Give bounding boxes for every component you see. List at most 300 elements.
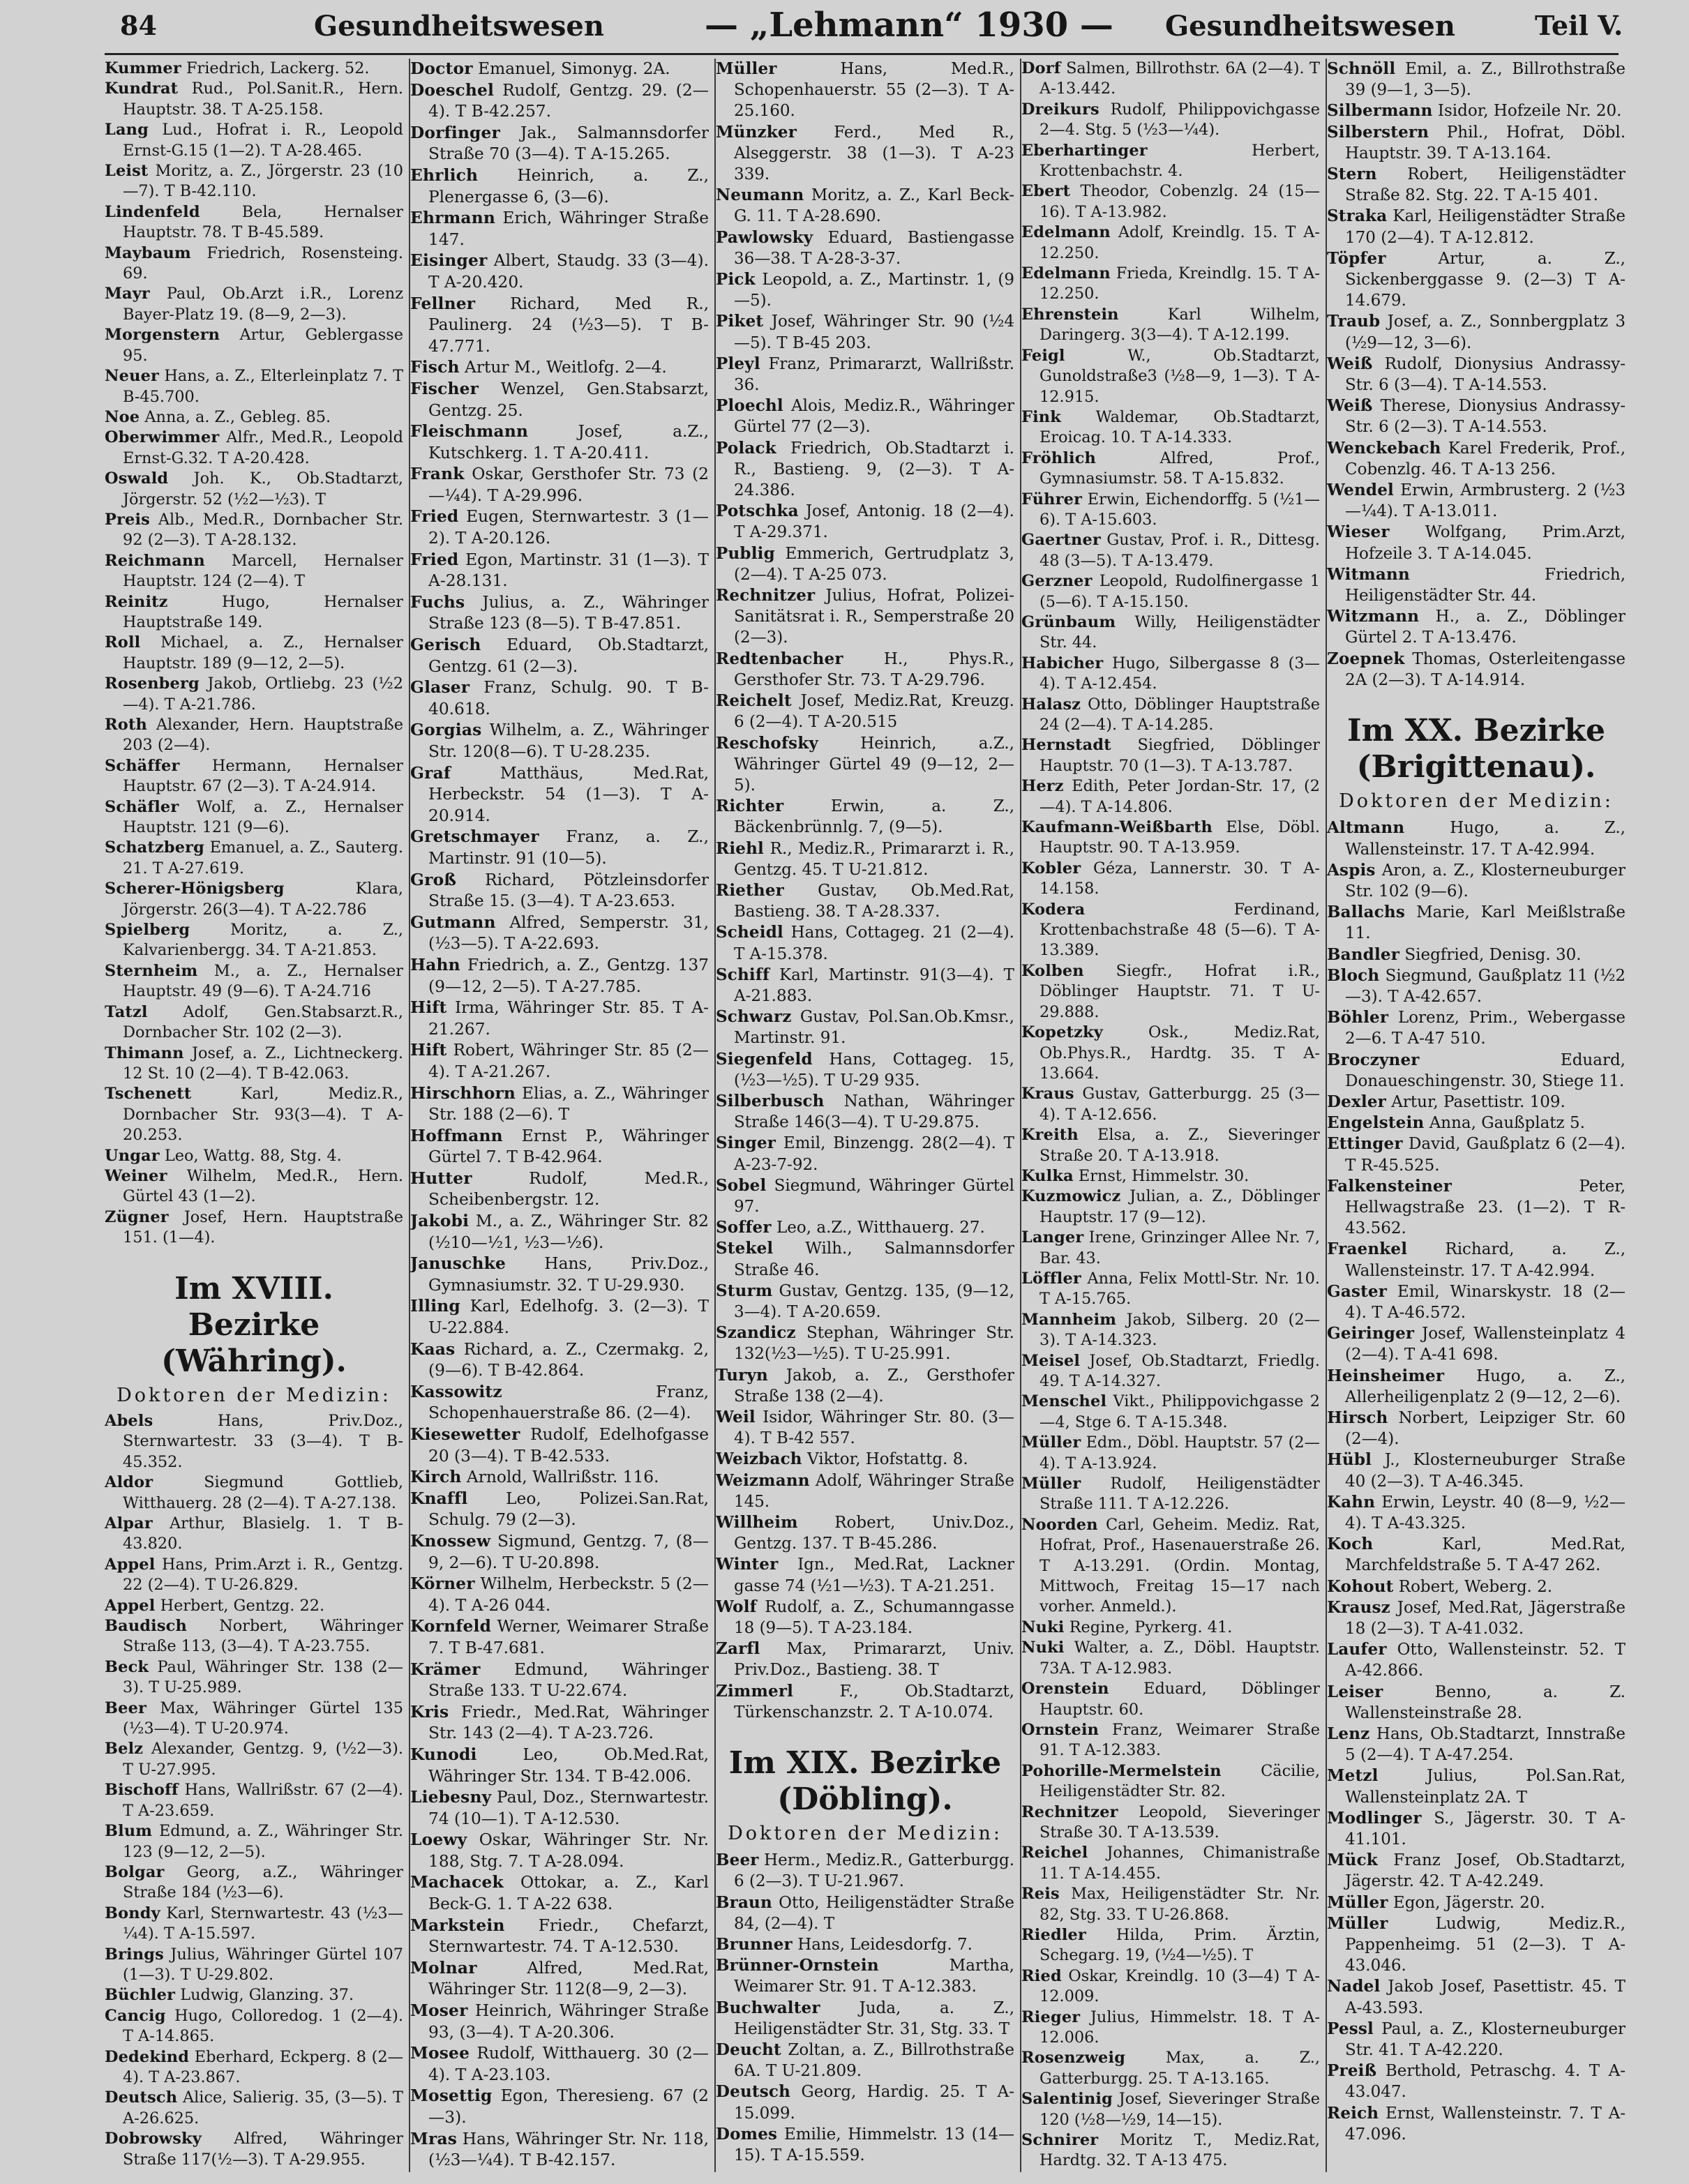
directory-entry xyxy=(1021,1166,1320,1187)
entry-name: Appel xyxy=(105,1555,156,1574)
directory-entry xyxy=(1021,1720,1320,1761)
entry-details: Rudolf, Witthauerg. 30 (2—4). T A-23.103. xyxy=(428,2044,709,2084)
directory-entry xyxy=(410,1745,709,1787)
entry-name: Noorden xyxy=(1021,1515,1098,1534)
entry-name: Gretschmayer xyxy=(410,827,539,847)
header-center-title: — „Lehmann“ 1930 — xyxy=(705,6,1113,45)
entry-details: Klara, Jörgerstr. 26(3—4). T A-22.786 xyxy=(123,880,403,919)
entry-details: Wenzel, Gen.Stabsarzt, Gentzg. 25. xyxy=(428,379,709,420)
entry-details: Karl, Mediz.R., Dornbacher Str. 93(3—4). T A-20.253. xyxy=(123,1085,403,1145)
entry-name: Kaas xyxy=(410,1339,456,1359)
entry-name: Ploechl xyxy=(716,396,783,416)
directory-entry xyxy=(410,763,709,827)
directory-entry xyxy=(1021,305,1320,346)
directory-entry xyxy=(105,961,403,1002)
entry-details: Paul, a. Z., Klosterneuburger Str. 41. T A-42.220. xyxy=(1345,2019,1626,2060)
entry-details: Leo, Polizei.San.Rat, Schulg. 79 (2—3). xyxy=(428,1489,709,1530)
entry-name: Heinsheimer xyxy=(1327,1366,1445,1385)
entry-details: Waldemar, Ob.Stadtarzt, Eroicag. 10. T A-14.333. xyxy=(1039,407,1320,447)
entry-name: Ebert xyxy=(1021,182,1071,201)
directory-entry xyxy=(1021,223,1320,264)
entry-name: Müller xyxy=(1327,1892,1388,1912)
entry-name: Preis xyxy=(105,510,150,529)
entry-details: Berthold, Petraschg. 4. T A-43.047. xyxy=(1345,2062,1626,2102)
entry-details: Artur, Pasettistr. 109. xyxy=(1391,1092,1566,1111)
directory-entry xyxy=(410,59,709,80)
entry-name: Abels xyxy=(105,1411,153,1430)
directory-entry xyxy=(716,796,1014,838)
directory-entry xyxy=(105,1207,403,1249)
entry-details: W., Ob.Stadtarzt, Gunoldstraße3 (½8—9, 1—3). T A-12.915. xyxy=(1039,346,1320,406)
entry-details: Josef, Wallensteinplatz 4 (2—4). T A-41 698. xyxy=(1345,1325,1626,1364)
entry-name: Weiß xyxy=(1327,354,1373,373)
entry-details: Eduard, Donaueschingenstr. 30, Stiege 11. xyxy=(1345,1050,1626,1090)
directory-entry xyxy=(410,250,709,293)
entry-name: Singer xyxy=(716,1134,776,1153)
directory-entry xyxy=(410,827,709,869)
directory-entry xyxy=(1021,1474,1320,1515)
entry-name: Soffer xyxy=(716,1218,772,1237)
entry-details: Heinrich, Währinger Straße 93, (3—4). T A-20.306. xyxy=(428,2001,709,2042)
directory-entry xyxy=(1327,860,1626,902)
entry-name: Bischoff xyxy=(105,1781,179,1800)
directory-entry xyxy=(410,165,709,208)
district-subheading: Doktoren der Medizin: xyxy=(1339,790,1614,813)
directory-entry xyxy=(716,1955,1014,1997)
directory-entry xyxy=(410,1574,709,1616)
entry-details: Ernst, Himmelstr. 30. xyxy=(1078,1166,1249,1185)
column-3 xyxy=(716,59,1014,2179)
entry-name: Müller xyxy=(1021,1433,1081,1452)
directory-entry xyxy=(1021,1843,1320,1884)
directory-entry xyxy=(1327,206,1626,248)
directory-entry xyxy=(1021,1638,1320,1679)
entry-details: Rudolf, Edelhofgasse 20 (3—4). T B-42.533. xyxy=(428,1425,709,1466)
entry-name: Schäffer xyxy=(105,756,180,775)
entry-name: Weizmann xyxy=(716,1470,810,1490)
header-part-label: Teil V. xyxy=(1535,10,1623,41)
directory-entry xyxy=(1327,354,1626,396)
entry-name: Bandler xyxy=(1327,944,1400,964)
entry-name: Dreikurs xyxy=(1021,100,1099,119)
entry-details: Hans, a. Z., Elterleinplatz 7. T B-45.700. xyxy=(123,367,403,406)
entry-details: Max, Währinger Gürtel 135 (½3—4). T U-20.974. xyxy=(123,1699,403,1738)
directory-entry xyxy=(105,1084,403,1145)
entry-details: Josef, Hern. Hauptstraße 151. (1—4). xyxy=(123,1207,403,1247)
entry-name: Wenckebach xyxy=(1327,438,1441,458)
entry-name: Bondy xyxy=(105,1904,160,1922)
entry-details: H., Phys.R., Gersthofer Str. 73. T A-29.796. xyxy=(734,649,1014,689)
entry-name: Metzl xyxy=(1327,1766,1379,1786)
entry-details: Moritz, a. Z., Kalvarienbergg. 34. T A-21.853. xyxy=(123,921,403,960)
entry-details: Juda, a. Z., Heiligenstädter Str. 31, Stg. 33. T xyxy=(734,1998,1014,2038)
entry-name: Ettinger xyxy=(1327,1134,1403,1154)
entry-details: Hans, Wallrißstr. 67 (2—4). T A-23.659. xyxy=(123,1781,403,1820)
entry-details: Sigmund, Gentzg. 7, (8—9, 2—6). T U-20.898. xyxy=(428,1531,709,1572)
entry-name: Sturm xyxy=(716,1281,773,1300)
entry-name: Aspis xyxy=(1327,860,1376,880)
entry-details: Adolf, Gen.Stabsarzt.R., Dornbacher Str. 102 (2—3). xyxy=(123,1002,403,1042)
directory-entry xyxy=(1021,1966,1320,2008)
directory-entry xyxy=(1021,776,1320,818)
directory-entry xyxy=(716,1049,1014,1091)
entry-name: Führer xyxy=(1021,490,1083,509)
entry-details: Eduard, Bastiengasse 36—38. T A-28-3-37. xyxy=(734,228,1014,268)
entry-details: Gustav, Gatterburgg. 25 (3—4). T A-12.656. xyxy=(1039,1085,1320,1124)
entry-details: Theodor, Cobenzlg. 24 (15—16). T A-13.982. xyxy=(1039,182,1320,221)
entry-details: S., Jägerstr. 30. T A-41.101. xyxy=(1345,1809,1626,1849)
entry-name: Hift xyxy=(410,1041,447,1060)
directory-entry xyxy=(410,506,709,549)
directory-entry xyxy=(105,1146,403,1166)
entry-name: Thimann xyxy=(105,1044,184,1062)
entry-name: Hift xyxy=(410,998,447,1018)
entry-details: Egon, Theresieng. 67 (2—3). xyxy=(428,2086,709,2127)
entry-details: Adolf, Kreindlg. 15. T A-12.250. xyxy=(1039,223,1320,262)
entry-details: Martha, Weimarer Str. 91. T A-12.383. xyxy=(734,1957,1014,1996)
entry-details: Oskar, Gersthofer Str. 73 (2—¼4). T A-29.996. xyxy=(428,465,709,505)
directory-entry xyxy=(1021,1433,1320,1474)
entry-name: Stern xyxy=(1327,165,1377,184)
entry-name: Molnar xyxy=(410,1958,477,1978)
header-right-title: Gesundheitswesen xyxy=(1165,10,1455,43)
directory-entry xyxy=(105,1739,403,1780)
entry-name: Braun xyxy=(716,1892,772,1912)
entry-name: Witmann xyxy=(1327,564,1410,584)
entry-name: Kopetzky xyxy=(1021,1023,1103,1042)
directory-entry xyxy=(1327,1092,1626,1113)
directory-entry xyxy=(716,691,1014,732)
directory-entry xyxy=(410,1339,709,1382)
entry-details: Irma, Währinger Str. 85. T A-21.267. xyxy=(428,998,709,1039)
directory-entry xyxy=(105,428,403,469)
directory-entry xyxy=(410,1616,709,1659)
entry-details: Hans, Währinger Str. Nr. 118, (½3—¼4). T B-42.157. xyxy=(428,2129,709,2170)
directory-entry xyxy=(410,2129,709,2171)
directory-entry xyxy=(716,1323,1014,1364)
directory-entry xyxy=(1021,961,1320,1023)
directory-entry xyxy=(716,1133,1014,1175)
entry-name: Ehrmann xyxy=(410,209,495,228)
entry-name: Langer xyxy=(1021,1228,1084,1247)
entry-name: Salentinig xyxy=(1021,2090,1113,2109)
directory-entry xyxy=(1327,164,1626,206)
entry-details: Rudolf, Heiligenstädter Straße 111. T A-12.226. xyxy=(1039,1475,1320,1514)
entry-details: Richard, a. Z., Czermakg. 2, (9—6). T B-42.864. xyxy=(428,1339,709,1380)
entry-name: Rechnitzer xyxy=(1021,1802,1118,1821)
directory-entry xyxy=(716,122,1014,186)
directory-entry xyxy=(1021,1187,1320,1228)
entry-name: Wieser xyxy=(1327,522,1390,542)
entry-details: Heinrich, a.Z., Währinger Gürtel 49 (9—12, 2—5). xyxy=(734,734,1014,794)
entry-name: Fried xyxy=(410,507,459,527)
entry-details: Johannes, Chimanistraße 11. T A-14.455. xyxy=(1039,1844,1320,1883)
directory-entry xyxy=(716,1850,1014,1892)
district-heading: Im XX. Bezirke (Brigittenau). xyxy=(1347,713,1605,785)
entry-details: Rudolf, a. Z., Schumanngasse 18 (9—5). T A-23.184. xyxy=(734,1597,1014,1638)
entry-name: Buchwalter xyxy=(716,1998,820,2017)
entry-details: Siegfried, Denisg. 30. xyxy=(1404,945,1582,964)
column-2 xyxy=(410,59,709,2179)
directory-entry xyxy=(105,674,403,715)
directory-entry xyxy=(105,1985,403,2005)
entry-details: Rudolf, Gentzg. 29. (2—4). T B-42.257. xyxy=(428,80,709,121)
directory-entry xyxy=(105,920,403,961)
column-4 xyxy=(1021,59,1320,2179)
entry-details: Alfred, Semperstr. 31, (½3—5). T A-22.693. xyxy=(428,912,709,954)
entry-name: Kornfeld xyxy=(410,1617,492,1636)
entry-details: Jakob, a. Z., Gersthofer Straße 138 (2—4). xyxy=(734,1366,1014,1406)
directory-entry xyxy=(410,1168,709,1211)
directory-entry xyxy=(1021,1125,1320,1166)
directory-entry xyxy=(410,1126,709,1168)
district-subheading: Doktoren der Medizin: xyxy=(728,1823,1003,1845)
directory-entry xyxy=(105,2047,403,2088)
entry-name: Müller xyxy=(1327,1913,1388,1933)
entry-details: Robert, Weberg. 2. xyxy=(1398,1577,1553,1596)
entry-details: Erwin, a. Z., Bäckenbrünnlg. 7, (9—5). xyxy=(734,797,1014,837)
entry-name: Kiesewetter xyxy=(410,1425,520,1444)
directory-entry xyxy=(1327,1408,1626,1449)
directory-entry xyxy=(410,720,709,762)
entry-details: Hilda, Prim. Ärztin, Schegarg. 19, (½4—½5). T xyxy=(1039,1925,1320,1965)
entry-name: Feigl xyxy=(1021,346,1065,365)
entry-details: Hans, Leidesdorfg. 7. xyxy=(797,1936,973,1955)
entry-details: Wilhelm, Med.R., Hern. Gürtel 43 (1—2). xyxy=(123,1166,403,1206)
entry-name: Schiff xyxy=(716,965,770,984)
entry-name: Kaufmann-Weißbarth xyxy=(1021,818,1213,837)
entry-details: Werner, Weimarer Straße 7. T B-47.681. xyxy=(428,1617,709,1657)
entry-details: Leopold, Sieveringer Straße 30. T A-13.539. xyxy=(1039,1802,1320,1842)
directory-entry xyxy=(1327,480,1626,522)
entry-details: Josef, Antonig. 18 (2—4). T A-29.371. xyxy=(734,502,1014,542)
entry-name: Szandicz xyxy=(716,1323,796,1343)
directory-entry xyxy=(1327,1134,1626,1175)
directory-entry xyxy=(410,1382,709,1424)
directory-entry xyxy=(105,243,403,285)
page-header xyxy=(105,4,1623,53)
directory-entry xyxy=(1327,1239,1626,1281)
entry-name: Kreith xyxy=(1021,1126,1079,1145)
entry-details: Bela, Hernalser Hauptstr. 78. T B-45.589. xyxy=(123,202,403,242)
entry-details: Ferd., Med R., Alseggerstr. 38 (1—3). T A-23 339. xyxy=(734,123,1014,184)
entry-details: Rudolf, Med.R., Scheibenbergstr. 12. xyxy=(428,1168,709,1210)
entry-name: Preiß xyxy=(1327,2061,1377,2081)
entry-details: Edmund, a. Z., Währinger Str. 123 (9—12, 2—5). xyxy=(123,1822,403,1861)
entry-details: Lorenz, Prim., Webergasse 2—6. T A-47 510. xyxy=(1345,1009,1626,1048)
directory-entry xyxy=(716,396,1014,437)
entry-name: Kobler xyxy=(1021,859,1081,878)
entry-name: Graf xyxy=(410,763,451,783)
directory-entry xyxy=(105,2088,403,2129)
directory-entry xyxy=(105,1473,403,1514)
entry-details: Joh. K., Ob.Stadtarzt, Jörgerstr. 52 (½2—½3). T xyxy=(123,469,403,509)
directory-entry xyxy=(105,1657,403,1699)
entry-details: Alfr., Med.R., Leopold Ernst-G.32. T A-20.428. xyxy=(123,428,403,467)
entry-name: Fröhlich xyxy=(1021,449,1097,467)
entry-details: Josef, a.Z., Kutschkerg. 1. T A-20.411. xyxy=(428,422,709,462)
entry-name: Kunodi xyxy=(410,1745,477,1764)
entry-name: Beer xyxy=(105,1699,147,1717)
entry-name: Zarfl xyxy=(716,1639,760,1659)
directory-entry xyxy=(410,123,709,165)
directory-entry xyxy=(1327,1534,1626,1576)
entry-name: Reinitz xyxy=(105,592,168,611)
entry-name: Halasz xyxy=(1021,695,1081,714)
entry-name: Oberwimmer xyxy=(105,428,220,447)
entry-details: Arnold, Wallrißstr. 116. xyxy=(466,1468,659,1487)
entry-name: Kris xyxy=(410,1702,449,1722)
directory-entry xyxy=(410,1211,709,1253)
entry-name: Oswald xyxy=(105,469,169,488)
entry-name: Roth xyxy=(105,716,147,734)
directory-entry xyxy=(1021,695,1320,736)
entry-name: Schnirer xyxy=(1021,2131,1099,2150)
directory-entry xyxy=(716,1470,1014,1512)
directory-entry xyxy=(1021,2008,1320,2049)
entry-name: Baudisch xyxy=(105,1617,187,1636)
directory-entry xyxy=(1327,1765,1626,1807)
directory-entry xyxy=(105,1821,403,1862)
directory-entry xyxy=(105,756,403,797)
directory-entry xyxy=(105,59,403,79)
directory-entry xyxy=(716,269,1014,311)
directory-entry xyxy=(1327,311,1626,353)
entry-name: Brünner-Ornstein xyxy=(716,1956,879,1975)
entry-name: Fisch xyxy=(410,358,460,377)
directory-entry xyxy=(410,357,709,379)
directory-entry xyxy=(1021,654,1320,695)
entry-details: Hugo, Hernalser Hauptstraße 149. xyxy=(123,592,403,631)
district-subheading: Doktoren der Medizin: xyxy=(117,1384,391,1406)
entry-details: Walter, a. Z., Döbl. Hauptstr. 73A. T A-12.983. xyxy=(1039,1639,1320,1678)
entry-details: Emil, Binzengg. 28(2—4). T A-23-7-92. xyxy=(734,1134,1014,1174)
entry-details: Jakob, Silberg. 20 (2—3). T A-14.323. xyxy=(1039,1310,1320,1350)
entry-name: Zimmerl xyxy=(716,1681,794,1701)
directory-entry xyxy=(105,1002,403,1044)
entry-name: Doeschel xyxy=(410,80,495,100)
entry-name: Roll xyxy=(105,633,141,652)
directory-entry xyxy=(105,1616,403,1657)
header-left-title: Gesundheitswesen xyxy=(314,10,604,43)
directory-entry xyxy=(105,1596,403,1616)
entry-name: Januschke xyxy=(410,1254,506,1274)
entry-details: Hugo, Colloredog. 1 (2—4). T A-14.865. xyxy=(123,2006,403,2046)
entry-details: Peter, Hellwagstraße 23. (1—2). T R-43.562. xyxy=(1345,1177,1626,1238)
entry-name: Körner xyxy=(410,1574,475,1594)
entry-details: Wilhelm, a. Z., Währinger Str. 120(8—6). T U-28.235. xyxy=(428,721,709,761)
entry-name: Pleyl xyxy=(716,354,760,373)
directory-entry xyxy=(716,1217,1014,1238)
entry-name: Kundrat xyxy=(105,80,179,98)
entry-details: Franz, Schulg. 90. T B-40.618. xyxy=(428,678,709,718)
directory-entry xyxy=(1327,122,1626,164)
directory-entry xyxy=(716,354,1014,396)
entry-name: Richter xyxy=(716,797,784,816)
directory-entry xyxy=(716,1934,1014,1955)
entry-name: Bloch xyxy=(1327,965,1380,985)
entry-details: Gustav, Pol.San.Ob.Kmsr., Martinstr. 91. xyxy=(734,1008,1014,1048)
entry-name: Reichelt xyxy=(716,691,792,711)
entry-name: Reis xyxy=(1021,1885,1060,1904)
directory-entry xyxy=(1327,965,1626,1007)
directory-entry xyxy=(105,284,403,325)
entry-details: Karl, Martinstr. 91(3—4). T A-21.883. xyxy=(734,965,1014,1005)
entry-details: Viktor, Hofstattg. 8. xyxy=(807,1450,968,1469)
entry-details: David, Gaußplatz 6 (2—4). T R-45.525. xyxy=(1345,1135,1626,1175)
entry-name: Ungar xyxy=(105,1146,160,1165)
directory-entry xyxy=(1021,1228,1320,1269)
directory-entry xyxy=(410,1830,709,1872)
directory-entry xyxy=(1327,1449,1626,1491)
entry-name: Mück xyxy=(1327,1851,1378,1870)
district-heading: Im XIX. Bezirke (Döbling). xyxy=(728,1745,1002,1818)
directory-entry xyxy=(716,185,1014,227)
entry-details: Artur M., Weitlofg. 2—4. xyxy=(465,358,667,377)
entry-details: Leopold, a. Z., Martinstr. 1, (9—5). xyxy=(734,271,1014,310)
entry-name: Loewy xyxy=(410,1830,467,1850)
entry-details: Richard, a. Z., Wallensteinstr. 17. T A-42.994. xyxy=(1345,1240,1626,1280)
directory-entry xyxy=(716,1281,1014,1323)
directory-entry xyxy=(410,421,709,464)
directory-entry xyxy=(1327,1724,1626,1765)
directory-entry xyxy=(105,551,403,592)
directory-entry xyxy=(1327,2103,1626,2145)
entry-name: Büchler xyxy=(105,1986,176,2005)
entry-name: Meisel xyxy=(1021,1351,1081,1370)
directory-entry xyxy=(105,633,403,674)
entry-name: Herz xyxy=(1021,777,1064,796)
entry-details: Anna, Gaußplatz 5. xyxy=(1429,1114,1585,1133)
directory-entry xyxy=(716,59,1014,122)
directory-entry xyxy=(410,379,709,421)
directory-entry xyxy=(1021,141,1320,182)
entry-name: Spielberg xyxy=(105,921,190,940)
entry-name: Belz xyxy=(105,1740,144,1759)
entry-details: Wilh., Salmannsdorfer Straße 46. xyxy=(734,1240,1014,1279)
entry-details: Benno, a. Z. Wallensteinstraße 28. xyxy=(1345,1682,1626,1722)
entry-details: Elias, a. Z., Währinger Str. 188 (2—6). T xyxy=(428,1083,709,1124)
entry-name: Rechnitzer xyxy=(716,586,816,605)
entry-details: Friedr., Chefarzt, Sternwartestr. 74. T A-12.530. xyxy=(428,1915,709,1957)
entry-details: Egon, Martinstr. 31 (1—3). T A-28.131. xyxy=(428,550,709,591)
directory-entry xyxy=(1327,902,1626,944)
entry-details: Edmund, Währinger Straße 133. T U-22.674. xyxy=(428,1659,709,1701)
entry-details: Thomas, Osterleitengasse 2A (2—3). T A-14.914. xyxy=(1345,649,1626,689)
directory-entry xyxy=(105,1699,403,1740)
directory-entry xyxy=(1021,571,1320,612)
entry-name: Publig xyxy=(716,543,775,563)
entry-details: Oskar, Währinger Str. Nr. 188, Stg. 7. T A-28.094. xyxy=(428,1830,709,1871)
entry-details: Emil, a. Z., Billrothstraße 39 (9—1, 3—5). xyxy=(1345,60,1626,100)
entry-name: Scheidl xyxy=(716,923,783,942)
entry-name: Nuki xyxy=(1021,1618,1065,1636)
directory-entry xyxy=(410,955,709,997)
directory-entry xyxy=(1021,900,1320,961)
entry-name: Hahn xyxy=(410,955,460,974)
entry-name: Aldor xyxy=(105,1473,153,1492)
entry-name: Wolf xyxy=(716,1597,757,1616)
directory-entry xyxy=(1327,248,1626,312)
directory-entry xyxy=(105,2006,403,2047)
entry-details: Julius, Pol.San.Rat, Wallensteinplatz 2A. T xyxy=(1345,1767,1626,1807)
directory-entry xyxy=(1327,818,1626,859)
entry-details: Julius, Hofrat, Polizei-Sanitätsrat i. R., Semperstraße 20 (2—3). xyxy=(734,587,1014,647)
entry-details: Hans, Priv.Doz., Gymnasiumstr. 32. T U-29.930. xyxy=(428,1254,709,1295)
entry-name: Fuchs xyxy=(410,592,465,612)
entry-details: Karl, Sternwartestr. 43 (½3—¼4). T A-15.597. xyxy=(123,1904,403,1943)
entry-name: Mras xyxy=(410,2129,458,2148)
